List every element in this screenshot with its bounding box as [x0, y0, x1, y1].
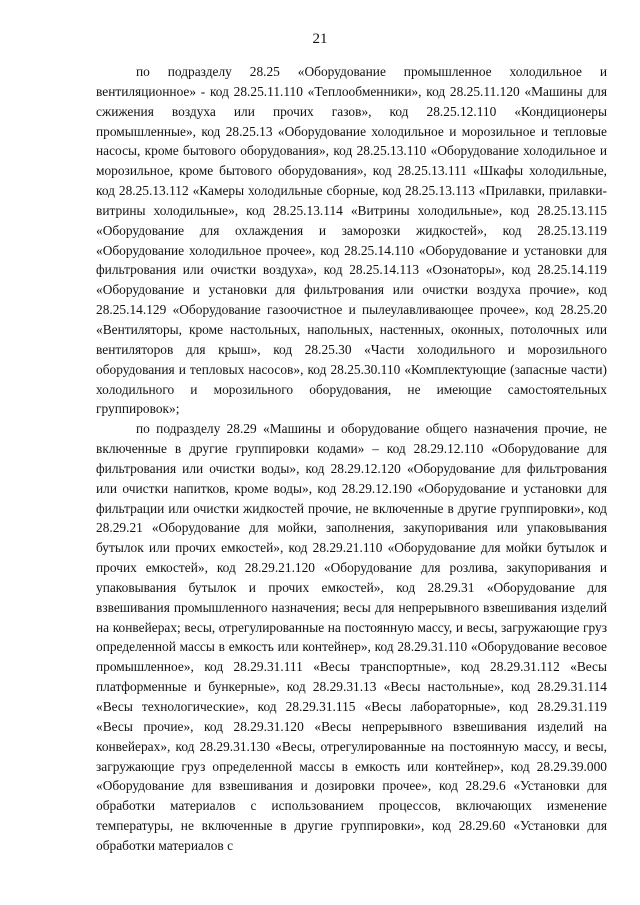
paragraph-subsection-28-29: по подразделу 28.29 «Машины и оборудование общего назначения прочие, не включенные в другие группировки кодами» – код 28.29.12.110 «Оборудование для фильтрования или очистки воды», код 28.29.12.120 «Оборудование для фильтрования или очистки напитков, кроме воды», код 28.29.12.190 «Оборудование и установки для фильтрации или очистки жидкостей прочие, не включенные в другие группировки», код 28.29.21 «Оборудование для мойки, заполнения, закупоривания или упаковывания бутылок или прочих емкостей», код 28.29.21.110 «Оборудование для мойки бутылок и прочих емкостей», код 28.29.21.120 «Оборудование для розлива, закупоривания и упаковывания бутылок и прочих емкостей», код 28.29.31 «Оборудование для взвешивания промышленного назначения; весы для непрерывного взвешивания изделий на конвейерах; весы, отрегулированные на постоянную массу, и весы, загружающие груз определенной массы в емкость или контейнер», код 28.29.31.110 «Оборудование весовое промышленное», код 28.29.31.111 «Весы транспортные», код 28.29.31.112 «Весы платформенные и бункерные», код 28.29.31.13 «Весы настольные», код 28.29.31.114 «Весы технологические», код 28.29.31.115 «Весы лабораторные», код 28.29.31.119 «Весы прочие», код 28.29.31.120 «Весы непрерывного взвешивания изделий на конвейерах», код 28.29.31.130 «Весы, отрегулированные на постоянную массу, и весы, загружающие груз определенной массы в емкость или контейнер», код 28.29.39.000 «Оборудование для взвешивания и дозировки прочее», код 28.29.6 «Установки для обработки материалов с использованием процессов, включающих изменение температуры, не включенные в другие группировки», код 28.29.60 «Установки для обработки материалов с	[96, 421, 607, 853]
paragraph-subsection-28-25: по подразделу 28.25 «Оборудование промышленное холодильное и вентиляционное» - код 28.25.11.110 «Теплообменники», код 28.25.11.120 «Машины для сжижения воздуха или прочих газов», код 28.25.12.110 «Кондиционеры промышленные», код 28.25.13 «Оборудование холодильное и морозильное и тепловые насосы, кроме бытового оборудования», код 28.25.13.110 «Оборудование холодильное и морозильное, кроме бытового оборудования», код 28.25.13.111 «Шкафы холодильные, код 28.25.13.112 «Камеры холодильные сборные, код 28.25.13.113 «Прилавки, прилавки-витрины холодильные», код 28.25.13.114 «Витрины холодильные», код 28.25.13.115 «Оборудование для охлаждения и заморозки жидкостей», код 28.25.13.119 «Оборудование холодильное прочее», код 28.25.14.110 «Оборудование и установки для фильтрования или очистки воздуха», код 28.25.14.113 «Озонаторы», код 28.25.14.119 «Оборудование и установки для фильтрования или очистки воздуха прочие», код 28.25.14.129 «Оборудование газоочистное и пылеулавливающее прочее», код 28.25.20 «Вентиляторы, кроме настольных, напольных, настенных, оконных, потолочных или вентиляторов для крыш», код 28.25.30 «Части холодильного и морозильного оборудования и тепловых насосов», код 28.25.30.110 «Комплектующие (запасные части) холодильного и морозильного оборудования, не имеющие самостоятельных группировок»;	[96, 64, 607, 417]
document-body	[96, 62, 607, 856]
page-number: 21	[312, 31, 328, 47]
